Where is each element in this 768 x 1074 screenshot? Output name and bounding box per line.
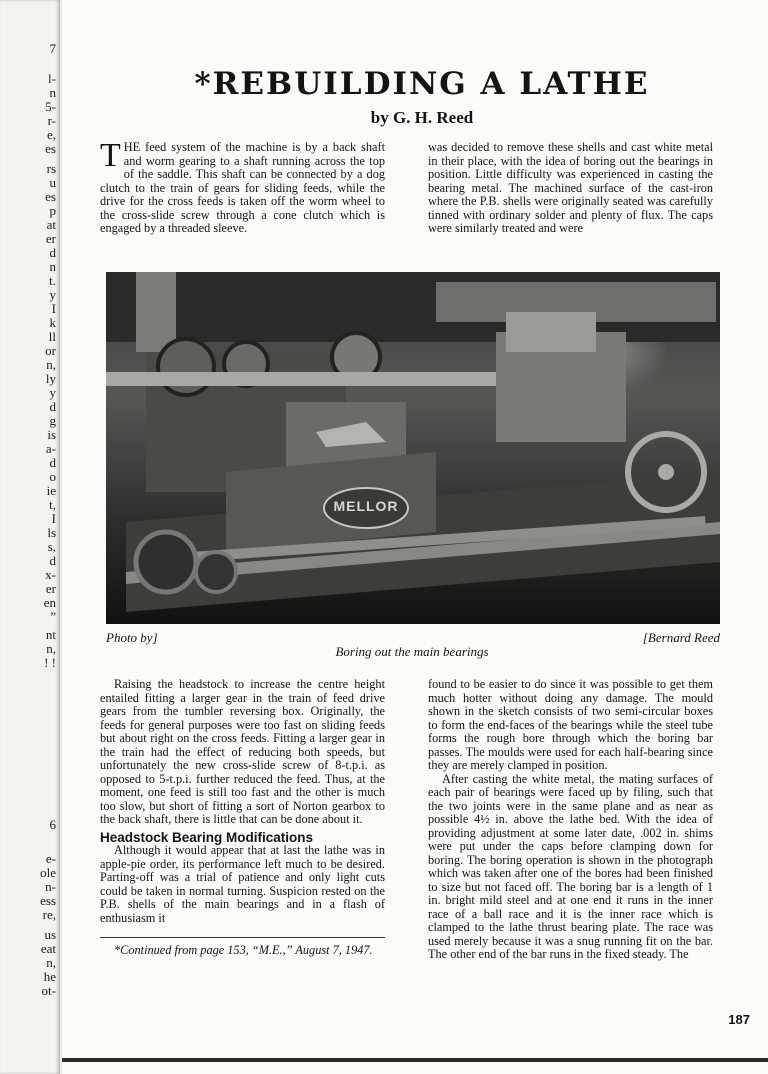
paragraph: found to be easier to do since it was possible to get them much hotter without doing any damage. The mould shown in the sketch consists of two semi-circular boxes to form the end-faces of the bearings while the steel tube forms the rough bore through which the boring bar passes. The moulds were used for each half-bearing since they are merely clamped in position.: [428, 677, 713, 772]
section-heading: Headstock Bearing Modifications: [100, 829, 314, 845]
change-gear: [196, 552, 236, 592]
margin-fragment: or: [45, 343, 56, 358]
margin-fragment: k: [49, 315, 56, 330]
tool-post: [506, 312, 596, 352]
paragraph: Although it would appear that at last the lathe was in apple-pie order, its performance left much to be desired. Parting-off was a trial of patience and only light cuts could be taken in normal turning. Suspicion rested on the P.B. shells of the main bearings and in a flash of enthusiasm it: [100, 843, 385, 925]
margin-fragment: ! !: [44, 655, 56, 670]
margin-fragment: d: [49, 399, 56, 414]
margin-fragment: at: [46, 217, 56, 232]
photo-credit-label: Photo by]: [106, 630, 158, 645]
margin-fragment: p: [49, 203, 56, 218]
margin-fragment: x-: [45, 567, 56, 582]
margin-fragment: o: [49, 469, 56, 484]
paragraph: [100, 137, 385, 236]
margin-fragment: t.: [49, 273, 56, 288]
column-top-right: [428, 141, 713, 236]
margin-fragment: d: [49, 553, 56, 568]
margin-fragment: t,: [49, 497, 56, 512]
margin-fragment: n,: [46, 641, 56, 656]
margin-fragment: ”: [50, 609, 56, 624]
margin-fragment: en: [43, 595, 56, 610]
margin-fragment: 5-: [45, 99, 56, 114]
photo-credit-name: [Bernard Reed: [642, 630, 720, 645]
margin-fragment: eat: [40, 941, 56, 956]
article-byline: by G. H. Reed: [370, 108, 474, 127]
margin-fragment: ly: [45, 371, 56, 386]
margin-fragment: n: [49, 85, 56, 100]
background-pillar: [136, 272, 176, 352]
margin-fragment: e,: [46, 127, 56, 142]
margin-fragment: ie: [46, 483, 56, 498]
margin-fragment: y: [49, 385, 56, 400]
margin-fragment: I: [51, 301, 56, 316]
margin-fragment: is: [47, 427, 56, 442]
margin-fragment: a-: [45, 441, 56, 456]
margin-fragment: es: [45, 141, 56, 156]
margin-fragment: ls: [47, 525, 56, 540]
handwheel-hub: [658, 464, 674, 480]
margin-fragment: er: [45, 581, 56, 596]
lathe-photograph: [106, 272, 720, 624]
lathe-illustration: [106, 272, 720, 624]
margin-fragment: r-: [47, 113, 56, 128]
margin-fragment: us: [44, 927, 56, 942]
margin-fragment: g: [49, 413, 56, 428]
margin-fragment: ll: [48, 329, 56, 344]
margin-fragment: ole: [40, 865, 56, 880]
margin-fragment: e-: [45, 851, 56, 866]
margin-fragment: 7: [49, 41, 56, 56]
margin-fragment: n-: [45, 879, 56, 894]
margin-fragment: he: [43, 969, 56, 984]
paragraph: After casting the white metal, the mating surfaces of each pair of bearings were faced up by filing, such that the two joints were in the same plane and as near as possible 4½ in. above the lathe bed. With the idea of providing adjustment at some later date, .002 in. shims were put under the caps before clamping down for boring. The boring operation is shown in the photograph which was taken after one of the bores had been finished to size but not faced off. The boring bar is a length of 1 in. bright mild steel and at one end it runs in the inner race of a ball race and it is the inner race which is clamped to the lathe thrust bearing plate. The race was used merely because it was a snug running fit on the bar. The other end of the bar runs in the fixed steady. The: [428, 771, 713, 961]
paragraph-text: HE feed system of the machine is by a back shaft and worm gearing to a shaft running across the top of the saddle. This shaft can be connected by a dog clutch to the train of gears for sliding feeds, while the drive for the cross feeds is taken off the worm wheel to the cross-slide screw through a cone clutch which is engaged by a threaded sleeve.: [100, 140, 385, 235]
margin-fragment: n: [49, 259, 56, 274]
margin-fragment: 6: [49, 817, 56, 832]
gear-wheel: [158, 339, 214, 395]
margin-fragment: nt: [45, 627, 56, 642]
magazine-page: [62, 0, 768, 1074]
page-bottom-rule: [62, 1058, 768, 1062]
margin-fragment: rs: [46, 161, 56, 176]
article-title: *REBUILDING A LATHE: [194, 66, 650, 102]
column-top-left: [100, 137, 385, 236]
margin-fragment: n,: [46, 955, 56, 970]
margin-fragment: es: [45, 189, 56, 204]
column-bottom-right: [428, 678, 713, 962]
margin-fragment: d: [49, 455, 56, 470]
column-bottom-left: [100, 678, 385, 958]
margin-fragment: re,: [42, 907, 56, 922]
margin-fragment: ot-: [41, 983, 56, 998]
margin-fragment: ess: [40, 893, 56, 908]
margin-fragment: u: [49, 175, 56, 190]
page-number: 187: [728, 1012, 750, 1027]
paragraph: Raising the headstock to increase the centre height entailed fitting a larger gear in the train of feed drive gears from the tumbler reversing box. Originally, the feeds for general purposes were too fast on sliding feeds but about right on the cross feeds. Fitting a larger gear in the train had the effect of reducing both speeds, but unfortunately the new cross-slide screw of 8-t.p.i. as opposed to 5-t.p.i. further reduced the feed. Thus, at the moment, one feed is still too fast and the other is much too slow, but short of fitting a sort of Norton gearbox to the back shaft, there is little that can be done about it.: [100, 677, 385, 826]
drop-cap: T: [100, 137, 121, 174]
boring-bar: [106, 372, 526, 386]
margin-fragment: s,: [47, 539, 56, 554]
lathe-nameplate: MELLOR: [333, 498, 399, 514]
change-gear: [136, 532, 196, 592]
margin-fragment: l-: [48, 71, 56, 86]
margin-fragment: d: [49, 245, 56, 260]
margin-fragment: n,: [46, 357, 56, 372]
photo-caption: Boring out the main bearings: [335, 644, 489, 659]
paragraph: was decided to remove these shells and cast white metal in their place, with the idea of boring out the bearings in position. Little difficulty was experienced in casting the bearing metal. The machined surface of the cast-iron where the P.B. shells were originally seated was carefully tinned with ordinary solder and plenty of flux. The caps were similarly treated and were: [428, 140, 713, 235]
footnote: *Continued from page 153, “M.E.,” August 7, 1947.: [100, 937, 385, 958]
margin-fragment: er: [45, 231, 56, 246]
margin-fragment: I: [51, 511, 56, 526]
adjacent-page-margin: [0, 0, 60, 1074]
margin-fragment: y: [49, 287, 56, 302]
